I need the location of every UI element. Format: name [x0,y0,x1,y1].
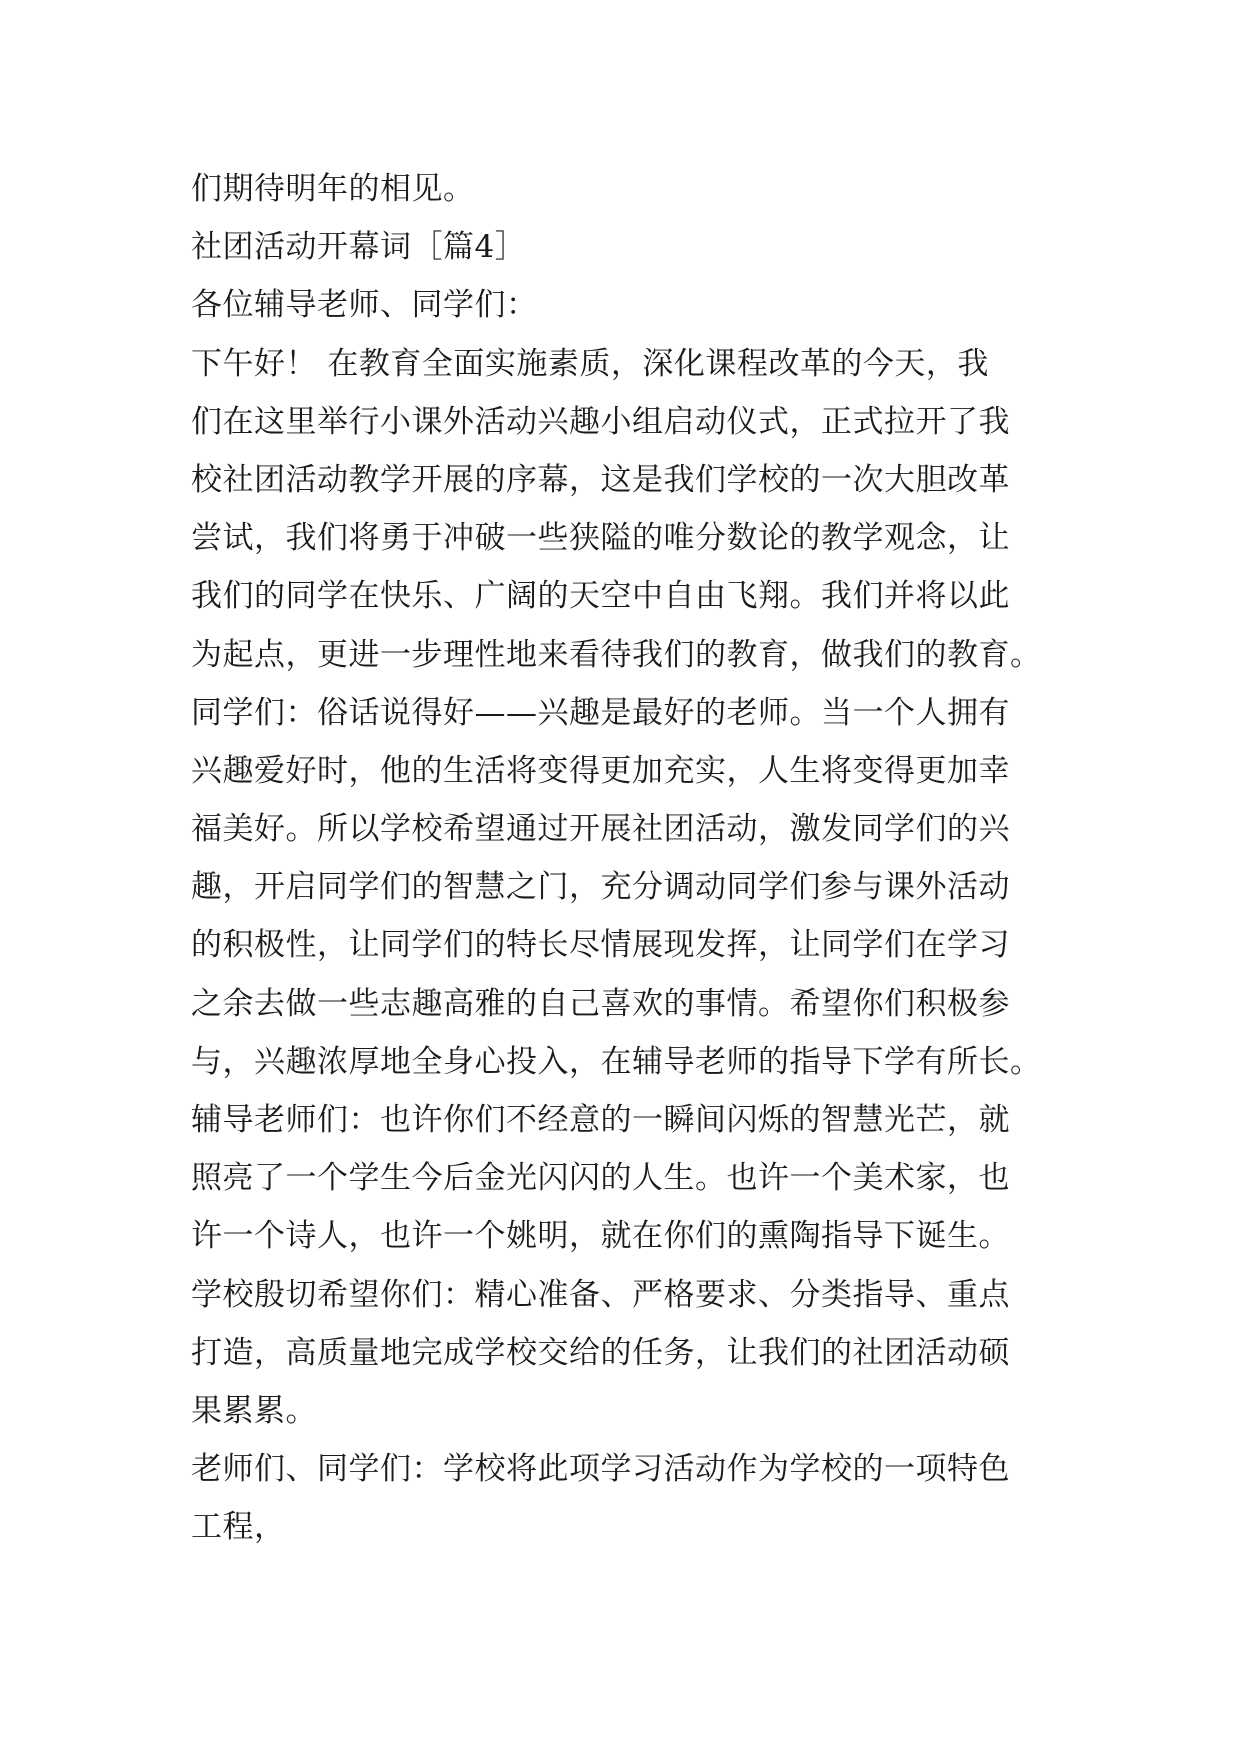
text-line-11: 兴趣爱好时，他的生活将变得更加充实，人生将变得更加幸 [191,752,1010,789]
text-line-14: 的积极性，让同学们的特长尽情展现发挥，让同学们在学习 [191,927,1010,964]
document-body [191,160,1071,1557]
text-line-5: 们在这里举行小课外活动兴趣小组启动仪式，正式拉开了我 [191,403,1010,440]
text-line-20: 学校殷切希望你们：精心准备、严格要求、分类指导、重点 [191,1276,1010,1313]
text-line-8: 我们的同学在快乐、广阔的天空中自由飞翔。我们并将以此 [191,578,1010,615]
text-line-13: 趣，开启同学们的智慧之门，充分调动同学们参与课外活动 [191,869,1010,906]
text-line-19: 许一个诗人，也许一个姚明，就在你们的熏陶指导下诞生。 [191,1218,1010,1255]
text-line-7: 尝试，我们将勇于冲破一些狭隘的唯分数论的教学观念，让 [191,520,1010,557]
text-line-23: 老师们、同学们：学校将此项学习活动作为学校的一项特色 [191,1451,1010,1488]
text-line-21: 打造，高质量地完成学校交给的任务，让我们的社团活动硕 [191,1334,1010,1371]
text-line-9: 为起点，更进一步理性地来看待我们的教育，做我们的教育。 [191,636,1042,673]
text-line-1: 们期待明年的相见。 [191,171,475,207]
text-line-10: 同学们：俗话说得好——兴趣是最好的老师。当一个人拥有 [191,694,1010,731]
text-line-6: 校社团活动教学开展的序幕，这是我们学校的一次大胆改革 [191,461,1010,498]
text-line-4: 下午好！ 在教育全面实施素质，深化课程改革的今天，我 [191,345,989,382]
section-heading: 社团活动开幕词［篇4］ [191,229,527,266]
text-line-18: 照亮了一个学生今后金光闪闪的人生。也许一个美术家，也 [191,1160,1010,1197]
text-line-12: 福美好。所以学校希望通过开展社团活动，激发同学们的兴 [191,811,1010,848]
text-line-22: 果累累。 [191,1392,317,1429]
text-line-17: 辅导老师们：也许你们不经意的一瞬间闪烁的智慧光芒，就 [191,1102,1010,1138]
salutation: 各位辅导老师、同学们： [191,287,538,324]
text-line-16: 与，兴趣浓厚地全身心投入，在辅导老师的指导下学有所长。 [191,1043,1042,1080]
text-line-15: 之余去做一些志趣高雅的自己喜欢的事情。希望你们积极参 [191,985,1010,1022]
text-line-24: 工程， [191,1509,286,1546]
